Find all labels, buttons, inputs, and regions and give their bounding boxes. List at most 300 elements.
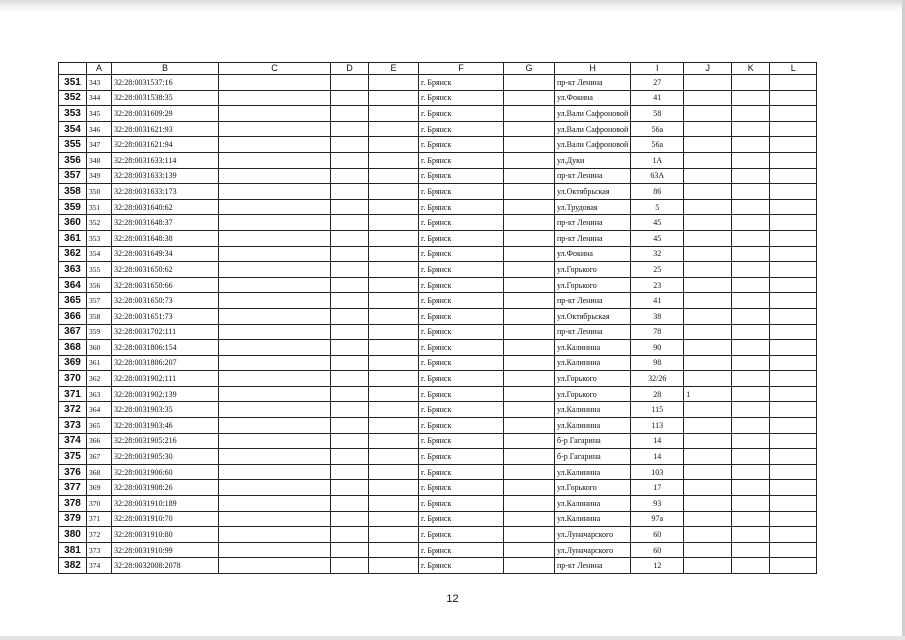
- cell-c: [219, 308, 331, 324]
- cell-k: [732, 464, 770, 480]
- cell-d: [331, 121, 369, 137]
- cell-b: 32:28:0031650:66: [112, 277, 219, 293]
- cell-h: ул.Луначарского: [555, 527, 631, 543]
- column-header-c: C: [219, 63, 331, 75]
- cell-g: [504, 496, 555, 512]
- cell-h: ул.Вали Сафроновой: [555, 106, 631, 122]
- cell-b: 32:28:0031633:173: [112, 184, 219, 200]
- cell-h: пр-кт Ленина: [555, 558, 631, 574]
- cell-j: [684, 215, 732, 231]
- cell-d: [331, 496, 369, 512]
- cell-i: 103: [631, 464, 684, 480]
- column-header-j: J: [684, 63, 732, 75]
- table-row: [59, 246, 817, 262]
- cell-a: 365: [87, 418, 112, 434]
- table-row: [59, 293, 817, 309]
- cell-j: [684, 480, 732, 496]
- cell-i: 38: [631, 308, 684, 324]
- cell-g: [504, 558, 555, 574]
- cell-f: г. Брянск: [419, 449, 504, 465]
- cell-d: [331, 527, 369, 543]
- cell-g: [504, 184, 555, 200]
- cell-c: [219, 152, 331, 168]
- cell-b: 32:28:0031806:154: [112, 340, 219, 356]
- cell-i: 58: [631, 106, 684, 122]
- cell-g: [504, 527, 555, 543]
- cell-b: 32:28:0031902:111: [112, 371, 219, 387]
- cell-e: [369, 386, 419, 402]
- cell-j: [684, 464, 732, 480]
- cell-b: 32:28:0031910:80: [112, 527, 219, 543]
- cell-e: [369, 230, 419, 246]
- cell-f: г. Брянск: [419, 199, 504, 215]
- column-header-h: H: [555, 63, 631, 75]
- row-number: 379: [59, 511, 87, 527]
- cell-b: 32:28:0031905:30: [112, 449, 219, 465]
- cell-e: [369, 121, 419, 137]
- cell-f: г. Брянск: [419, 121, 504, 137]
- cell-d: [331, 293, 369, 309]
- cell-b: 32:28:0031910:70: [112, 511, 219, 527]
- cell-k: [732, 511, 770, 527]
- row-number: 361: [59, 230, 87, 246]
- cell-h: ул.Горького: [555, 262, 631, 278]
- cell-c: [219, 230, 331, 246]
- cell-f: г. Брянск: [419, 480, 504, 496]
- cell-g: [504, 433, 555, 449]
- cell-c: [219, 386, 331, 402]
- cell-b: 32:28:0031905:216: [112, 433, 219, 449]
- cell-f: г. Брянск: [419, 184, 504, 200]
- cell-a: 361: [87, 355, 112, 371]
- cell-b: 32:28:0031621:93: [112, 121, 219, 137]
- cell-f: г. Брянск: [419, 511, 504, 527]
- cell-b: 32:28:0031649:34: [112, 246, 219, 262]
- cell-h: пр-кт Ленина: [555, 324, 631, 340]
- cell-g: [504, 199, 555, 215]
- cell-j: [684, 496, 732, 512]
- cell-g: [504, 262, 555, 278]
- row-number: 353: [59, 106, 87, 122]
- row-number: 377: [59, 480, 87, 496]
- cell-e: [369, 246, 419, 262]
- cell-c: [219, 168, 331, 184]
- column-header-k: K: [732, 63, 770, 75]
- cell-k: [732, 371, 770, 387]
- cell-f: г. Брянск: [419, 527, 504, 543]
- row-number: 365: [59, 293, 87, 309]
- cell-i: 45: [631, 230, 684, 246]
- cell-g: [504, 308, 555, 324]
- table-row: [59, 402, 817, 418]
- cell-d: [331, 215, 369, 231]
- row-number: 364: [59, 277, 87, 293]
- cell-g: [504, 340, 555, 356]
- table-row: [59, 340, 817, 356]
- cell-h: ул.Вали Сафроновой: [555, 121, 631, 137]
- cell-e: [369, 308, 419, 324]
- cell-j: [684, 340, 732, 356]
- cell-a: 352: [87, 215, 112, 231]
- cell-b: 32:28:0031650:73: [112, 293, 219, 309]
- table-row: [59, 137, 817, 153]
- cell-e: [369, 277, 419, 293]
- cell-d: [331, 340, 369, 356]
- cell-c: [219, 137, 331, 153]
- cell-b: 32:28:0031908:26: [112, 480, 219, 496]
- cell-c: [219, 542, 331, 558]
- cell-l: [770, 106, 817, 122]
- cell-k: [732, 137, 770, 153]
- cell-b: 32:28:0031633:114: [112, 152, 219, 168]
- row-number: 356: [59, 152, 87, 168]
- cell-j: [684, 527, 732, 543]
- cell-e: [369, 402, 419, 418]
- table-row: [59, 168, 817, 184]
- cell-a: 348: [87, 152, 112, 168]
- cell-i: 86: [631, 184, 684, 200]
- cell-l: [770, 230, 817, 246]
- cell-i: 17: [631, 480, 684, 496]
- cell-i: 93: [631, 496, 684, 512]
- cell-f: г. Брянск: [419, 75, 504, 91]
- cell-f: г. Брянск: [419, 152, 504, 168]
- cell-h: ул.Калинина: [555, 464, 631, 480]
- cell-d: [331, 433, 369, 449]
- cell-j: [684, 121, 732, 137]
- cell-g: [504, 480, 555, 496]
- cell-f: г. Брянск: [419, 433, 504, 449]
- cell-c: [219, 480, 331, 496]
- cell-d: [331, 308, 369, 324]
- row-number: 363: [59, 262, 87, 278]
- cell-g: [504, 324, 555, 340]
- cell-e: [369, 90, 419, 106]
- cell-l: [770, 558, 817, 574]
- cell-f: г. Брянск: [419, 293, 504, 309]
- cell-a: 355: [87, 262, 112, 278]
- column-header-f: F: [419, 63, 504, 75]
- cell-c: [219, 464, 331, 480]
- cell-h: ул.Октябрьская: [555, 184, 631, 200]
- cell-k: [732, 246, 770, 262]
- cell-a: 359: [87, 324, 112, 340]
- row-number: 382: [59, 558, 87, 574]
- cell-j: [684, 277, 732, 293]
- cell-h: ул.Трудовая: [555, 199, 631, 215]
- cell-h: ул.Дуки: [555, 152, 631, 168]
- row-number: 352: [59, 90, 87, 106]
- spreadsheet-table: [58, 62, 817, 574]
- cell-i: 60: [631, 542, 684, 558]
- cell-d: [331, 106, 369, 122]
- cell-k: [732, 230, 770, 246]
- cell-l: [770, 527, 817, 543]
- cell-c: [219, 324, 331, 340]
- cell-f: г. Брянск: [419, 246, 504, 262]
- cell-h: пр-кт Ленина: [555, 75, 631, 91]
- cell-f: г. Брянск: [419, 106, 504, 122]
- cell-j: [684, 75, 732, 91]
- cell-l: [770, 496, 817, 512]
- cell-k: [732, 90, 770, 106]
- cell-h: пр-кт Ленина: [555, 230, 631, 246]
- cell-i: 113: [631, 418, 684, 434]
- cell-a: 370: [87, 496, 112, 512]
- cell-k: [732, 355, 770, 371]
- cell-a: 358: [87, 308, 112, 324]
- cell-f: г. Брянск: [419, 386, 504, 402]
- cell-l: [770, 402, 817, 418]
- cell-l: [770, 340, 817, 356]
- cell-l: [770, 75, 817, 91]
- cell-g: [504, 152, 555, 168]
- cell-l: [770, 511, 817, 527]
- cell-c: [219, 371, 331, 387]
- cell-j: [684, 449, 732, 465]
- cell-c: [219, 246, 331, 262]
- cell-h: ул.Горького: [555, 371, 631, 387]
- cell-d: [331, 75, 369, 91]
- cell-a: 351: [87, 199, 112, 215]
- cell-f: г. Брянск: [419, 464, 504, 480]
- table-row: [59, 199, 817, 215]
- cell-k: [732, 433, 770, 449]
- cell-a: 345: [87, 106, 112, 122]
- page-number: 12: [446, 593, 459, 605]
- cell-c: [219, 106, 331, 122]
- cell-k: [732, 542, 770, 558]
- cell-g: [504, 293, 555, 309]
- cell-k: [732, 75, 770, 91]
- cell-l: [770, 168, 817, 184]
- table-body: [59, 75, 817, 574]
- column-header-l: L: [770, 63, 817, 75]
- cell-e: [369, 184, 419, 200]
- cell-k: [732, 184, 770, 200]
- cell-e: [369, 355, 419, 371]
- column-header-row: [59, 63, 817, 75]
- cell-g: [504, 371, 555, 387]
- cell-a: 357: [87, 293, 112, 309]
- cell-l: [770, 121, 817, 137]
- cell-l: [770, 184, 817, 200]
- cell-a: 373: [87, 542, 112, 558]
- cell-i: 115: [631, 402, 684, 418]
- cell-l: [770, 277, 817, 293]
- cell-g: [504, 464, 555, 480]
- cell-e: [369, 152, 419, 168]
- cell-b: 32:28:0032008:2078: [112, 558, 219, 574]
- cell-j: [684, 106, 732, 122]
- cell-c: [219, 293, 331, 309]
- cell-e: [369, 75, 419, 91]
- cell-d: [331, 324, 369, 340]
- table-row: [59, 152, 817, 168]
- cell-k: [732, 449, 770, 465]
- row-number: 367: [59, 324, 87, 340]
- cell-i: 1А: [631, 152, 684, 168]
- row-number: 373: [59, 418, 87, 434]
- cell-c: [219, 449, 331, 465]
- cell-f: г. Брянск: [419, 90, 504, 106]
- cell-b: 32:28:0031648:38: [112, 230, 219, 246]
- cell-g: [504, 386, 555, 402]
- cell-h: ул.Калинина: [555, 511, 631, 527]
- cell-l: [770, 293, 817, 309]
- cell-d: [331, 355, 369, 371]
- cell-h: ул.Фокина: [555, 246, 631, 262]
- cell-b: 32:28:0031651:73: [112, 308, 219, 324]
- cell-i: 14: [631, 433, 684, 449]
- cell-a: 343: [87, 75, 112, 91]
- table-row: [59, 121, 817, 137]
- row-number: 366: [59, 308, 87, 324]
- cell-b: 32:28:0031910:99: [112, 542, 219, 558]
- cell-c: [219, 355, 331, 371]
- cell-f: г. Брянск: [419, 308, 504, 324]
- cell-a: 366: [87, 433, 112, 449]
- cell-d: [331, 449, 369, 465]
- cell-l: [770, 137, 817, 153]
- cell-d: [331, 137, 369, 153]
- cell-h: ул.Горького: [555, 277, 631, 293]
- cell-f: г. Брянск: [419, 324, 504, 340]
- cell-i: 27: [631, 75, 684, 91]
- cell-g: [504, 121, 555, 137]
- cell-g: [504, 449, 555, 465]
- table-row: [59, 480, 817, 496]
- row-number: 378: [59, 496, 87, 512]
- cell-k: [732, 558, 770, 574]
- cell-e: [369, 496, 419, 512]
- cell-c: [219, 558, 331, 574]
- cell-e: [369, 106, 419, 122]
- cell-g: [504, 277, 555, 293]
- table-row: [59, 75, 817, 91]
- cell-a: 369: [87, 480, 112, 496]
- cell-c: [219, 418, 331, 434]
- cell-h: пр-кт Ленина: [555, 293, 631, 309]
- cell-j: [684, 433, 732, 449]
- cell-i: 32/26: [631, 371, 684, 387]
- cell-f: г. Брянск: [419, 355, 504, 371]
- cell-j: [684, 262, 732, 278]
- cell-h: ул.Калинина: [555, 355, 631, 371]
- cell-k: [732, 168, 770, 184]
- table-row: [59, 386, 817, 402]
- cell-a: 362: [87, 371, 112, 387]
- cell-c: [219, 121, 331, 137]
- cell-e: [369, 480, 419, 496]
- cell-j: [684, 199, 732, 215]
- cell-f: г. Брянск: [419, 340, 504, 356]
- cell-b: 32:28:0031903:35: [112, 402, 219, 418]
- scan-edge-top: [0, 0, 905, 12]
- row-number: 358: [59, 184, 87, 200]
- table-row: [59, 355, 817, 371]
- cell-b: 32:28:0031648:37: [112, 215, 219, 231]
- cell-h: б-р Гагарина: [555, 433, 631, 449]
- cell-e: [369, 262, 419, 278]
- cell-k: [732, 402, 770, 418]
- table-row: [59, 558, 817, 574]
- cell-g: [504, 90, 555, 106]
- cell-j: [684, 152, 732, 168]
- table-row: [59, 527, 817, 543]
- cell-e: [369, 371, 419, 387]
- cell-k: [732, 308, 770, 324]
- cell-a: 372: [87, 527, 112, 543]
- table-row: [59, 418, 817, 434]
- cell-g: [504, 137, 555, 153]
- cell-h: ул.Калинина: [555, 402, 631, 418]
- scan-edge-bottom: [0, 636, 905, 640]
- cell-h: ул.Октябрьская: [555, 308, 631, 324]
- cell-d: [331, 246, 369, 262]
- cell-l: [770, 308, 817, 324]
- row-number: 369: [59, 355, 87, 371]
- cell-f: г. Брянск: [419, 230, 504, 246]
- cell-f: г. Брянск: [419, 558, 504, 574]
- table-row: [59, 277, 817, 293]
- cell-a: 356: [87, 277, 112, 293]
- cell-a: 354: [87, 246, 112, 262]
- cell-b: 32:28:0031650:62: [112, 262, 219, 278]
- cell-j: [684, 558, 732, 574]
- cell-a: 346: [87, 121, 112, 137]
- cell-i: 41: [631, 293, 684, 309]
- cell-e: [369, 433, 419, 449]
- cell-i: 25: [631, 262, 684, 278]
- cell-k: [732, 277, 770, 293]
- table-row: [59, 230, 817, 246]
- cell-d: [331, 230, 369, 246]
- cell-e: [369, 340, 419, 356]
- cell-h: пр-кт Ленина: [555, 215, 631, 231]
- cell-k: [732, 418, 770, 434]
- cell-b: 32:28:0031640:62: [112, 199, 219, 215]
- table-row: [59, 262, 817, 278]
- cell-h: ул.Горького: [555, 386, 631, 402]
- cell-l: [770, 152, 817, 168]
- cell-e: [369, 418, 419, 434]
- cell-c: [219, 496, 331, 512]
- cell-a: 344: [87, 90, 112, 106]
- cell-j: [684, 371, 732, 387]
- row-number: 381: [59, 542, 87, 558]
- cell-i: 32: [631, 246, 684, 262]
- row-number: 357: [59, 168, 87, 184]
- cell-k: [732, 386, 770, 402]
- cell-b: 32:28:0031621:94: [112, 137, 219, 153]
- cell-b: 32:28:0031702:111: [112, 324, 219, 340]
- cell-j: [684, 542, 732, 558]
- cell-l: [770, 464, 817, 480]
- table-row: [59, 496, 817, 512]
- cell-d: [331, 152, 369, 168]
- cell-f: г. Брянск: [419, 137, 504, 153]
- row-number: 380: [59, 527, 87, 543]
- cell-a: 368: [87, 464, 112, 480]
- row-number: 374: [59, 433, 87, 449]
- cell-l: [770, 355, 817, 371]
- cell-k: [732, 496, 770, 512]
- column-header-g: G: [504, 63, 555, 75]
- cell-b: 32:28:0031806:207: [112, 355, 219, 371]
- table-row: [59, 433, 817, 449]
- row-number: 360: [59, 215, 87, 231]
